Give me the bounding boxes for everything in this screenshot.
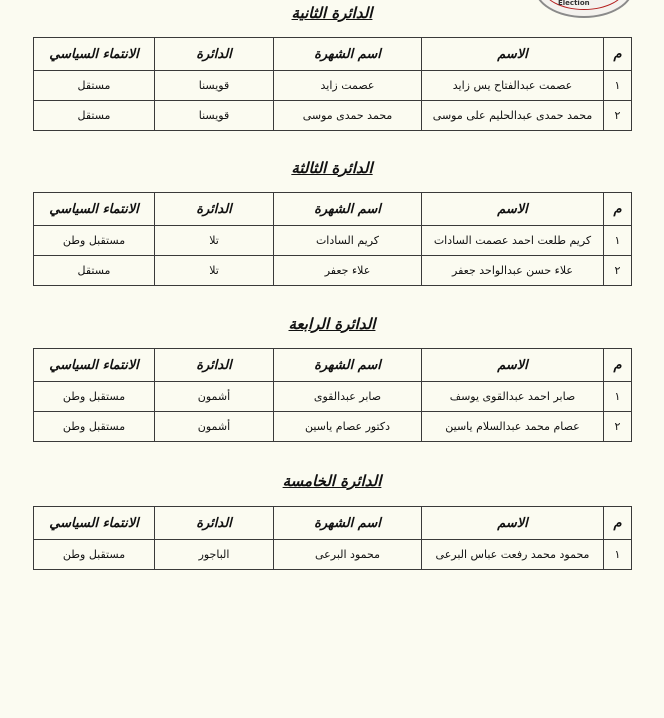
table-row <box>34 71 632 101</box>
cell-name: عصام محمد عبدالسلام ياسين <box>422 412 604 442</box>
table-header-row <box>34 507 632 540</box>
cell-name: كريم طلعت احمد عصمت السادات <box>422 226 604 256</box>
cell-fame: محمود البرعى <box>274 540 422 570</box>
header-num: م <box>604 38 632 71</box>
cell-name: محمد حمدى عبدالحليم على موسى <box>422 101 604 131</box>
table-row <box>34 256 632 286</box>
header-num: م <box>604 349 632 382</box>
candidates-table-district-2 <box>33 37 632 131</box>
header-district: الدائرة <box>155 507 274 540</box>
table-header-row <box>34 193 632 226</box>
cell-num: ٢ <box>604 412 632 442</box>
header-num: م <box>604 507 632 540</box>
table-row <box>34 382 632 412</box>
cell-affiliation: مستقل <box>34 256 155 286</box>
header-affiliation: الانتماء السياسي <box>34 507 155 540</box>
cell-name: صابر احمد عبدالقوى يوسف <box>422 382 604 412</box>
table-row <box>34 101 632 131</box>
cell-num: ١ <box>604 540 632 570</box>
header-affiliation: الانتماء السياسي <box>34 38 155 71</box>
cell-affiliation: مستقل <box>34 71 155 101</box>
header-affiliation: الانتماء السياسي <box>34 193 155 226</box>
stamp-text: Election <box>558 0 590 7</box>
header-name: الاسم <box>422 193 604 226</box>
cell-num: ١ <box>604 71 632 101</box>
section-title-district-3: الدائرة الثالثة <box>291 159 373 177</box>
header-fame: اسم الشهرة <box>274 349 422 382</box>
table-header-row <box>34 38 632 71</box>
cell-num: ١ <box>604 382 632 412</box>
table-row <box>34 540 632 570</box>
header-fame: اسم الشهرة <box>274 38 422 71</box>
cell-num: ٢ <box>604 101 632 131</box>
cell-fame: محمد حمدى موسى <box>274 101 422 131</box>
cell-district: تلا <box>155 226 274 256</box>
section-title-district-5: الدائرة الخامسة <box>282 472 382 490</box>
cell-affiliation: مستقبل وطن <box>34 540 155 570</box>
cell-name: عصمت عبدالفتاح يس زايد <box>422 71 604 101</box>
section-title-district-4: الدائرة الرابعة <box>288 315 376 333</box>
cell-num: ٢ <box>604 256 632 286</box>
table-row <box>34 412 632 442</box>
header-name: الاسم <box>422 507 604 540</box>
header-district: الدائرة <box>155 193 274 226</box>
cell-district: قويسنا <box>155 71 274 101</box>
cell-affiliation: مستقبل وطن <box>34 226 155 256</box>
table-header-row <box>34 349 632 382</box>
candidates-table-district-5 <box>33 506 632 570</box>
cell-district: الباجور <box>155 540 274 570</box>
cell-name: علاء حسن عبدالواحد جعفر <box>422 256 604 286</box>
cell-affiliation: مستقبل وطن <box>34 382 155 412</box>
cell-name: محمود محمد رفعت عباس البرعى <box>422 540 604 570</box>
table-row <box>34 226 632 256</box>
cell-district: تلا <box>155 256 274 286</box>
cell-fame: علاء جعفر <box>274 256 422 286</box>
header-name: الاسم <box>422 349 604 382</box>
section-title-district-2: الدائرة الثانية <box>291 4 373 22</box>
header-fame: اسم الشهرة <box>274 507 422 540</box>
cell-affiliation: مستقبل وطن <box>34 412 155 442</box>
candidates-table-district-3 <box>33 192 632 286</box>
cell-fame: دكتور عصام ياسين <box>274 412 422 442</box>
header-num: م <box>604 193 632 226</box>
cell-district: أشمون <box>155 382 274 412</box>
header-district: الدائرة <box>155 349 274 382</box>
cell-fame: كريم السادات <box>274 226 422 256</box>
candidates-table-district-4 <box>33 348 632 442</box>
cell-fame: صابر عبدالقوى <box>274 382 422 412</box>
cell-fame: عصمت زايد <box>274 71 422 101</box>
cell-district: أشمون <box>155 412 274 442</box>
header-affiliation: الانتماء السياسي <box>34 349 155 382</box>
header-fame: اسم الشهرة <box>274 193 422 226</box>
header-district: الدائرة <box>155 38 274 71</box>
header-name: الاسم <box>422 38 604 71</box>
cell-district: قويسنا <box>155 101 274 131</box>
cell-num: ١ <box>604 226 632 256</box>
cell-affiliation: مستقل <box>34 101 155 131</box>
